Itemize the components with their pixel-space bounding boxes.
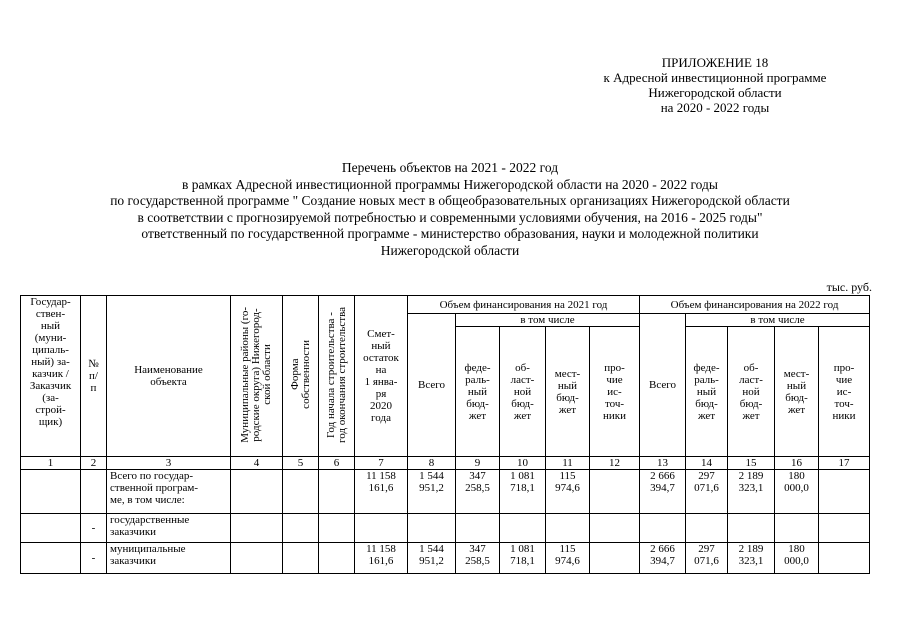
cell-total-2021: 1 544 951,2 xyxy=(408,470,456,514)
col-num: 15 xyxy=(728,457,775,470)
header-total-2022: Всего xyxy=(640,314,686,457)
col-num: 2 xyxy=(81,457,107,470)
header-fin-2022: Объем финансирования на 2022 год xyxy=(640,296,870,314)
cell-regional-2021: 1 081 718,1 xyxy=(500,543,546,574)
cell-other-2022 xyxy=(819,543,870,574)
appendix-caption xyxy=(560,55,870,115)
header-regional-2022: об- ласт- ной бюд- жет xyxy=(728,327,775,457)
col-num: 17 xyxy=(819,457,870,470)
cell-balance: 11 158 161,6 xyxy=(355,543,408,574)
header-years: Год начала строительства - год окончания строительства xyxy=(324,306,348,443)
header-other-2021: про- чие ис- точ- ники xyxy=(590,327,640,457)
cell-total-2022: 2 666 394,7 xyxy=(640,470,686,514)
header-districts: Муниципальные районы (го- родские округа) Нижегород- ской области xyxy=(239,306,273,443)
header-balance: Смет- ный остаток на 1 янва- ря 2020 года xyxy=(355,296,408,457)
header-local-2022: мест- ный бюд- жет xyxy=(775,327,819,457)
cell-balance: 11 158 161,6 xyxy=(355,470,408,514)
table-row-total xyxy=(21,470,870,514)
col-num: 13 xyxy=(640,457,686,470)
title-line-5: ответственный по государственной программе - министерство образования, науки и молодежной политики xyxy=(141,226,759,241)
col-num: 9 xyxy=(456,457,500,470)
col-num: 6 xyxy=(319,457,355,470)
cell-district xyxy=(231,514,283,543)
appendix-line-3: Нижегородской области xyxy=(648,85,782,100)
header-ownership: Форма собственности xyxy=(288,340,312,409)
col-num: 10 xyxy=(500,457,546,470)
cell-regional-2021: 1 081 718,1 xyxy=(500,470,546,514)
header-incl-2021: в том числе xyxy=(456,314,640,327)
cell-ownership xyxy=(283,470,319,514)
cell-federal-2021: 347 258,5 xyxy=(456,470,500,514)
cell-years xyxy=(319,543,355,574)
cell-customer xyxy=(21,470,81,514)
cell-federal-2021: 347 258,5 xyxy=(456,543,500,574)
header-other-2022: про- чие ис- точ- ники xyxy=(819,327,870,457)
cell-ownership xyxy=(283,514,319,543)
title-line-2: в рамках Адресной инвестиционной программы Нижегородской области на 2020 - 2022 годы xyxy=(182,176,718,192)
cell-num: - xyxy=(81,543,107,574)
cell-name: государственные заказчики xyxy=(107,514,231,543)
cell-total-2021: 1 544 951,2 xyxy=(408,543,456,574)
cell-local-2021 xyxy=(546,514,590,543)
table-row-state xyxy=(21,514,870,543)
col-num: 8 xyxy=(408,457,456,470)
col-num: 1 xyxy=(21,457,81,470)
header-ownership-cell xyxy=(283,296,319,457)
header-total-2021: Всего xyxy=(408,314,456,457)
document-title xyxy=(40,160,860,259)
cell-balance xyxy=(355,514,408,543)
col-num: 4 xyxy=(231,457,283,470)
cell-name: муниципальные заказчики xyxy=(107,543,231,574)
header-fin-2021: Объем финансирования на 2021 год xyxy=(408,296,640,314)
header-federal-2022: феде- раль- ный бюд- жет xyxy=(686,327,728,457)
header-districts-cell xyxy=(231,296,283,457)
header-incl-2022: в том числе xyxy=(686,314,870,327)
header-years-cell xyxy=(319,296,355,457)
col-num: 5 xyxy=(283,457,319,470)
cell-other-2021 xyxy=(590,543,640,574)
col-num: 3 xyxy=(107,457,231,470)
title-line-1: Перечень объектов на 2021 - 2022 год xyxy=(341,160,559,175)
cell-local-2021: 115 974,6 xyxy=(546,543,590,574)
cell-local-2021: 115 974,6 xyxy=(546,470,590,514)
cell-total-2022: 2 666 394,7 xyxy=(640,543,686,574)
cell-district xyxy=(231,470,283,514)
header-federal-2021: феде- раль- ный бюд- жет xyxy=(456,327,500,457)
cell-total-2021 xyxy=(408,514,456,543)
cell-district xyxy=(231,543,283,574)
column-numbers-row xyxy=(21,457,870,470)
col-num: 11 xyxy=(546,457,590,470)
appendix-line-1: ПРИЛОЖЕНИЕ 18 xyxy=(661,55,769,70)
cell-federal-2021 xyxy=(456,514,500,543)
cell-federal-2022: 297 071,6 xyxy=(686,543,728,574)
cell-local-2022 xyxy=(775,514,819,543)
units-label: тыс. руб. xyxy=(826,280,872,294)
cell-regional-2022: 2 189 323,1 xyxy=(728,543,775,574)
cell-regional-2022: 2 189 323,1 xyxy=(728,470,775,514)
cell-num: - xyxy=(81,514,107,543)
cell-total-2022 xyxy=(640,514,686,543)
col-num: 7 xyxy=(355,457,408,470)
cell-num xyxy=(81,470,107,514)
cell-local-2022: 180 000,0 xyxy=(775,470,819,514)
objects-table xyxy=(20,295,870,574)
header-local-2021: мест- ный бюд- жет xyxy=(546,327,590,457)
cell-customer xyxy=(21,543,81,574)
cell-years xyxy=(319,514,355,543)
header-num: № п/ п xyxy=(81,296,107,457)
col-num: 14 xyxy=(686,457,728,470)
cell-federal-2022 xyxy=(686,514,728,543)
cell-other-2021 xyxy=(590,470,640,514)
cell-local-2022: 180 000,0 xyxy=(775,543,819,574)
cell-name: Всего по государ- ственной програм- ме, в том числе: xyxy=(107,470,231,514)
cell-regional-2022 xyxy=(728,514,775,543)
title-line-3: по государственной программе " Создание новых мест в общеобразовательных организациях Нижегородской области xyxy=(110,193,790,208)
cell-customer xyxy=(21,514,81,543)
col-num: 16 xyxy=(775,457,819,470)
col-num: 12 xyxy=(590,457,640,470)
cell-regional-2021 xyxy=(500,514,546,543)
header-name: Наименование объекта xyxy=(107,296,231,457)
cell-other-2022 xyxy=(819,514,870,543)
header-regional-2021: об- ласт- ной бюд- жет xyxy=(500,327,546,457)
title-line-4: в соответствии с прогнозируемой потребностью и современными условиями обучения, на 2016 - 2025 годы" xyxy=(137,209,763,225)
cell-other-2022 xyxy=(819,470,870,514)
title-line-6: Нижегородской области xyxy=(380,242,520,258)
cell-years xyxy=(319,470,355,514)
cell-federal-2022: 297 071,6 xyxy=(686,470,728,514)
table-row-municipal xyxy=(21,543,870,574)
appendix-line-2: к Адресной инвестиционной программе xyxy=(603,70,827,85)
cell-ownership xyxy=(283,543,319,574)
header-customer: Государ- ствен- ный (муни- ципаль- ный) за- казчик / Заказчик (за- строй- щик) xyxy=(21,296,81,457)
appendix-line-4: на 2020 - 2022 годы xyxy=(660,100,770,115)
cell-other-2021 xyxy=(590,514,640,543)
